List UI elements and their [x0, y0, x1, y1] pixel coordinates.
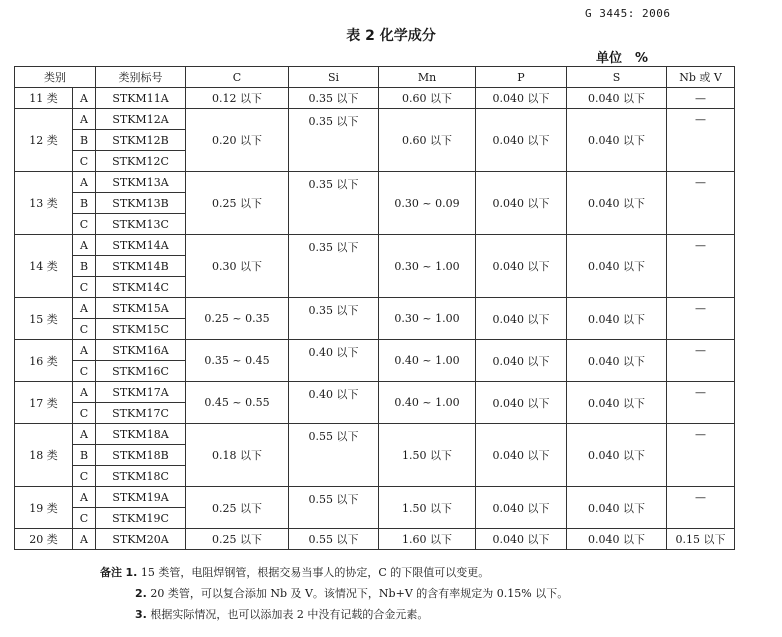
p-value-cell: 0.040 以下	[476, 298, 567, 340]
sub-class-cell: B	[73, 193, 96, 214]
p-value-cell: 0.040 以下	[476, 487, 567, 529]
sub-class-cell: B	[73, 256, 96, 277]
si-value-cell: 0.35 以下	[289, 298, 379, 340]
sub-class-cell: A	[73, 529, 96, 550]
nb-v-value-cell: —	[667, 109, 735, 172]
header-si: Si	[289, 67, 379, 88]
p-value-cell: 0.040 以下	[476, 340, 567, 382]
p-value-cell: 0.040 以下	[476, 382, 567, 424]
mn-value-cell: 0.30 ~ 1.00	[379, 235, 476, 298]
class-cell: 11 类	[15, 88, 73, 109]
c-value-cell: 0.25 以下	[186, 529, 289, 550]
si-value-cell: 0.40 以下	[289, 340, 379, 382]
header-nb-v: Nb 或 V	[667, 67, 735, 88]
c-value-cell: 0.25 以下	[186, 172, 289, 235]
sub-class-cell: C	[73, 151, 96, 172]
s-value-cell: 0.040 以下	[567, 382, 667, 424]
table-row	[15, 382, 735, 403]
sub-class-cell: A	[73, 109, 96, 130]
s-value-cell: 0.040 以下	[567, 487, 667, 529]
nb-v-value-cell: —	[667, 382, 735, 424]
si-value-cell: 0.35 以下	[289, 109, 379, 172]
p-value-cell: 0.040 以下	[476, 172, 567, 235]
note-1-text: 15 类管，电阻焊钢管，根据交易当事人的协定，C 的下限值可以变更。	[140, 566, 490, 579]
class-cell: 15 类	[15, 298, 73, 340]
sub-class-cell: C	[73, 214, 96, 235]
sub-class-cell: A	[73, 487, 96, 508]
p-value-cell: 0.040 以下	[476, 424, 567, 487]
note-2	[135, 585, 568, 601]
p-value-cell: 0.040 以下	[476, 109, 567, 172]
nb-v-value-cell: —	[667, 235, 735, 298]
header-s: S	[567, 67, 667, 88]
grade-code-cell: STKM16C	[96, 361, 186, 382]
mn-value-cell: 0.30 ~ 1.00	[379, 298, 476, 340]
si-value-cell: 0.55 以下	[289, 424, 379, 487]
grade-code-cell: STKM17A	[96, 382, 186, 403]
header-grade: 类别标号	[96, 67, 186, 88]
nb-v-value-cell: —	[667, 424, 735, 487]
si-value-cell: 0.55 以下	[289, 487, 379, 529]
sub-class-cell: C	[73, 361, 96, 382]
si-value-cell: 0.35 以下	[289, 88, 379, 109]
grade-code-cell: STKM12C	[96, 151, 186, 172]
class-cell: 18 类	[15, 424, 73, 487]
document-code: G 3445: 2006	[585, 7, 671, 20]
sub-class-cell: C	[73, 508, 96, 529]
note-3-text: 根据实际情况，也可以添加表 2 中没有记载的合金元素。	[150, 608, 429, 621]
grade-code-cell: STKM18A	[96, 424, 186, 445]
si-value-cell: 0.55 以下	[289, 529, 379, 550]
si-value-cell: 0.35 以下	[289, 172, 379, 235]
sub-class-cell: C	[73, 277, 96, 298]
class-cell: 13 类	[15, 172, 73, 235]
mn-value-cell: 0.40 ~ 1.00	[379, 382, 476, 424]
sub-class-cell: A	[73, 235, 96, 256]
nb-v-value-cell: 0.15 以下	[667, 529, 735, 550]
class-cell: 16 类	[15, 340, 73, 382]
c-value-cell: 0.20 以下	[186, 109, 289, 172]
table-title: 表 2 化学成分	[346, 28, 436, 44]
sub-class-cell: B	[73, 445, 96, 466]
table-body	[15, 88, 735, 550]
grade-code-cell: STKM14A	[96, 235, 186, 256]
class-cell: 19 类	[15, 487, 73, 529]
sub-class-cell: A	[73, 424, 96, 445]
p-value-cell: 0.040 以下	[476, 235, 567, 298]
c-value-cell: 0.45 ~ 0.55	[186, 382, 289, 424]
sub-class-cell: A	[73, 88, 96, 109]
p-value-cell: 0.040 以下	[476, 88, 567, 109]
grade-code-cell: STKM19A	[96, 487, 186, 508]
header-class: 类别	[15, 67, 96, 88]
mn-value-cell: 1.50 以下	[379, 424, 476, 487]
table-row	[15, 235, 735, 256]
sub-class-cell: B	[73, 130, 96, 151]
note-1-number: 1.	[125, 566, 138, 579]
grade-code-cell: STKM18C	[96, 466, 186, 487]
note-1	[100, 564, 489, 580]
notes-label: 备注	[100, 566, 122, 579]
mn-value-cell: 0.30 ~ 0.09	[379, 172, 476, 235]
table-row	[15, 340, 735, 361]
note-3-number: 3.	[135, 608, 147, 621]
nb-v-value-cell: —	[667, 298, 735, 340]
grade-code-cell: STKM12B	[96, 130, 186, 151]
si-value-cell: 0.35 以下	[289, 235, 379, 298]
table-row	[15, 298, 735, 319]
s-value-cell: 0.040 以下	[567, 235, 667, 298]
grade-code-cell: STKM19C	[96, 508, 186, 529]
note-2-text: 20 类管，可以复合添加 Nb 及 V。该情况下，Nb+V 的含有率规定为 0.15% 以下。	[150, 587, 569, 600]
sub-class-cell: A	[73, 298, 96, 319]
grade-code-cell: STKM11A	[96, 88, 186, 109]
s-value-cell: 0.040 以下	[567, 340, 667, 382]
grade-code-cell: STKM18B	[96, 445, 186, 466]
header-c: C	[186, 67, 289, 88]
class-cell: 14 类	[15, 235, 73, 298]
sub-class-cell: A	[73, 172, 96, 193]
nb-v-value-cell: —	[667, 487, 735, 529]
nb-v-value-cell: —	[667, 88, 735, 109]
sub-class-cell: C	[73, 466, 96, 487]
grade-code-cell: STKM16A	[96, 340, 186, 361]
table-row	[15, 109, 735, 130]
grade-code-cell: STKM17C	[96, 403, 186, 424]
class-cell: 17 类	[15, 382, 73, 424]
table-row	[15, 172, 735, 193]
note-3	[135, 606, 428, 622]
header-mn: Mn	[379, 67, 476, 88]
class-cell: 12 类	[15, 109, 73, 172]
c-value-cell: 0.35 ~ 0.45	[186, 340, 289, 382]
header-p: P	[476, 67, 567, 88]
grade-code-cell: STKM12A	[96, 109, 186, 130]
c-value-cell: 0.25 ~ 0.35	[186, 298, 289, 340]
note-2-number: 2.	[135, 587, 147, 600]
c-value-cell: 0.30 以下	[186, 235, 289, 298]
s-value-cell: 0.040 以下	[567, 109, 667, 172]
grade-code-cell: STKM13B	[96, 193, 186, 214]
table-row	[15, 529, 735, 550]
p-value-cell: 0.040 以下	[476, 529, 567, 550]
unit-label: 单位 %	[596, 51, 649, 66]
c-value-cell: 0.18 以下	[186, 424, 289, 487]
s-value-cell: 0.040 以下	[567, 88, 667, 109]
nb-v-value-cell: —	[667, 172, 735, 235]
c-value-cell: 0.25 以下	[186, 487, 289, 529]
class-cell: 20 类	[15, 529, 73, 550]
mn-value-cell: 0.60 以下	[379, 88, 476, 109]
s-value-cell: 0.040 以下	[567, 298, 667, 340]
nb-v-value-cell: —	[667, 340, 735, 382]
mn-value-cell: 1.50 以下	[379, 487, 476, 529]
c-value-cell: 0.12 以下	[186, 88, 289, 109]
s-value-cell: 0.040 以下	[567, 529, 667, 550]
mn-value-cell: 0.60 以下	[379, 109, 476, 172]
s-value-cell: 0.040 以下	[567, 424, 667, 487]
grade-code-cell: STKM13A	[96, 172, 186, 193]
sub-class-cell: A	[73, 382, 96, 403]
grade-code-cell: STKM14C	[96, 277, 186, 298]
grade-code-cell: STKM13C	[96, 214, 186, 235]
table-row	[15, 424, 735, 445]
grade-code-cell: STKM15A	[96, 298, 186, 319]
table-header-row	[15, 67, 735, 88]
mn-value-cell: 1.60 以下	[379, 529, 476, 550]
sub-class-cell: C	[73, 319, 96, 340]
grade-code-cell: STKM20A	[96, 529, 186, 550]
grade-code-cell: STKM15C	[96, 319, 186, 340]
chemical-composition-table	[14, 66, 735, 550]
grade-code-cell: STKM14B	[96, 256, 186, 277]
sub-class-cell: A	[73, 340, 96, 361]
s-value-cell: 0.040 以下	[567, 172, 667, 235]
sub-class-cell: C	[73, 403, 96, 424]
table-row	[15, 88, 735, 109]
si-value-cell: 0.40 以下	[289, 382, 379, 424]
table-row	[15, 487, 735, 508]
mn-value-cell: 0.40 ~ 1.00	[379, 340, 476, 382]
